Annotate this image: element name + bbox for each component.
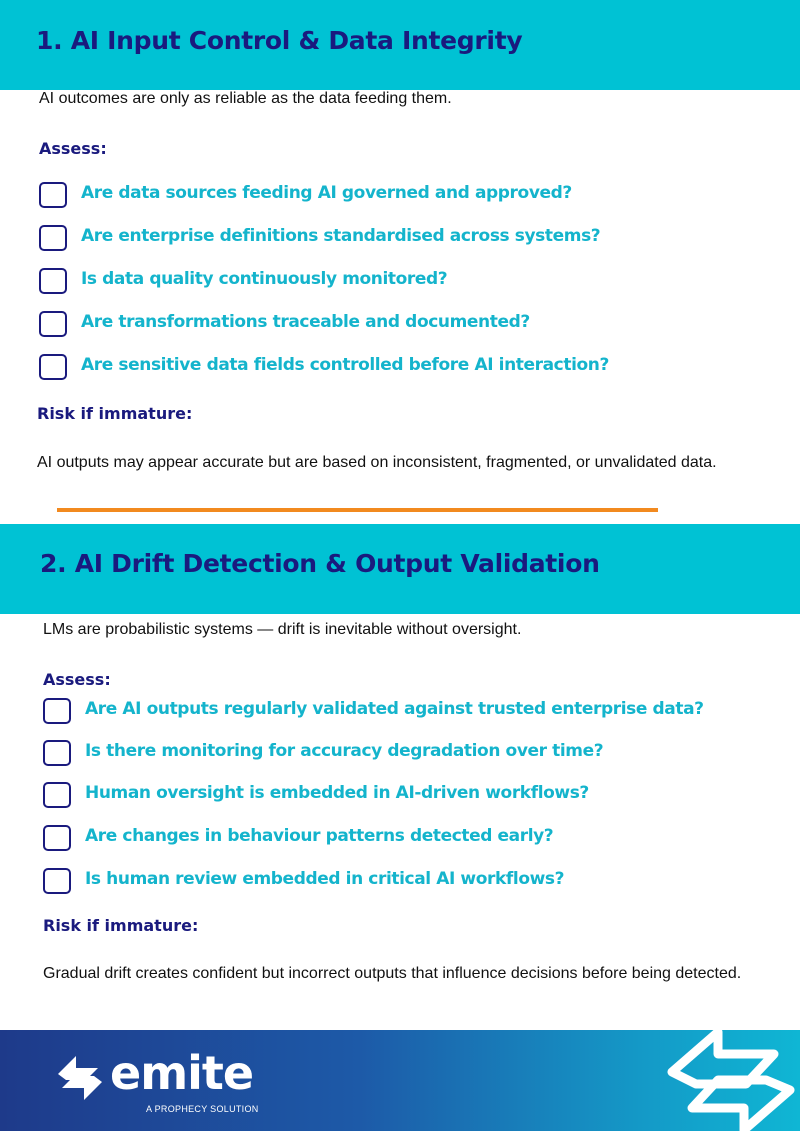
checkbox[interactable] [39, 311, 67, 337]
section1-assess-label: Assess: [39, 139, 107, 158]
section1-title: 1. AI Input Control & Data Integrity [36, 26, 523, 55]
section1-header-band [0, 0, 800, 90]
checkbox[interactable] [43, 825, 71, 851]
section2-assess-label: Assess: [43, 670, 111, 689]
section1-risk-text: AI outputs may appear accurate but are based on inconsistent, fragmented, or unvalidated data. [37, 454, 717, 471]
checkbox[interactable] [43, 740, 71, 766]
checkbox[interactable] [43, 868, 71, 894]
section1-intro: AI outcomes are only as reliable as the data feeding them. [39, 90, 452, 107]
checklist-item-text: Are data sources feeding AI governed and approved? [81, 183, 572, 203]
section1-risk-label: Risk if immature: [37, 404, 193, 423]
emite-large-mark-icon [662, 1030, 800, 1131]
checkbox[interactable] [39, 268, 67, 294]
checkbox[interactable] [39, 182, 67, 208]
checklist-item-text: Are changes in behaviour patterns detected early? [85, 826, 554, 846]
checkbox[interactable] [39, 225, 67, 251]
section2-intro: LMs are probabilistic systems — drift is inevitable without oversight. [43, 621, 522, 638]
checklist-item-text: Are AI outputs regularly validated against trusted enterprise data? [85, 699, 704, 719]
section2-header-band [0, 524, 800, 614]
footer-banner [0, 1030, 800, 1131]
checklist-item-text: Is human review embedded in critical AI workflows? [85, 869, 565, 889]
checkbox[interactable] [43, 698, 71, 724]
section2-risk-label: Risk if immature: [43, 916, 199, 935]
section2-risk-text: Gradual drift creates confident but incorrect outputs that influence decisions before being detected. [43, 965, 742, 982]
checklist-item-text: Is there monitoring for accuracy degradation over time? [85, 741, 604, 761]
emite-logo-icon [52, 1050, 108, 1106]
checkbox[interactable] [39, 354, 67, 380]
section2-title: 2. AI Drift Detection & Output Validation [40, 549, 600, 578]
checklist-item-text: Is data quality continuously monitored? [81, 269, 448, 289]
checklist-item-text: Are enterprise definitions standardised across systems? [81, 226, 601, 246]
checkbox[interactable] [43, 782, 71, 808]
section-divider [57, 508, 658, 512]
checklist-item-text: Are sensitive data fields controlled before AI interaction? [81, 355, 609, 375]
checklist-item-text: Are transformations traceable and documented? [81, 312, 530, 332]
logo-tagline: A PROPHECY SOLUTION [146, 1104, 259, 1114]
logo-wordmark: emite [110, 1046, 254, 1100]
checklist-item-text: Human oversight is embedded in AI-driven workflows? [85, 783, 589, 803]
